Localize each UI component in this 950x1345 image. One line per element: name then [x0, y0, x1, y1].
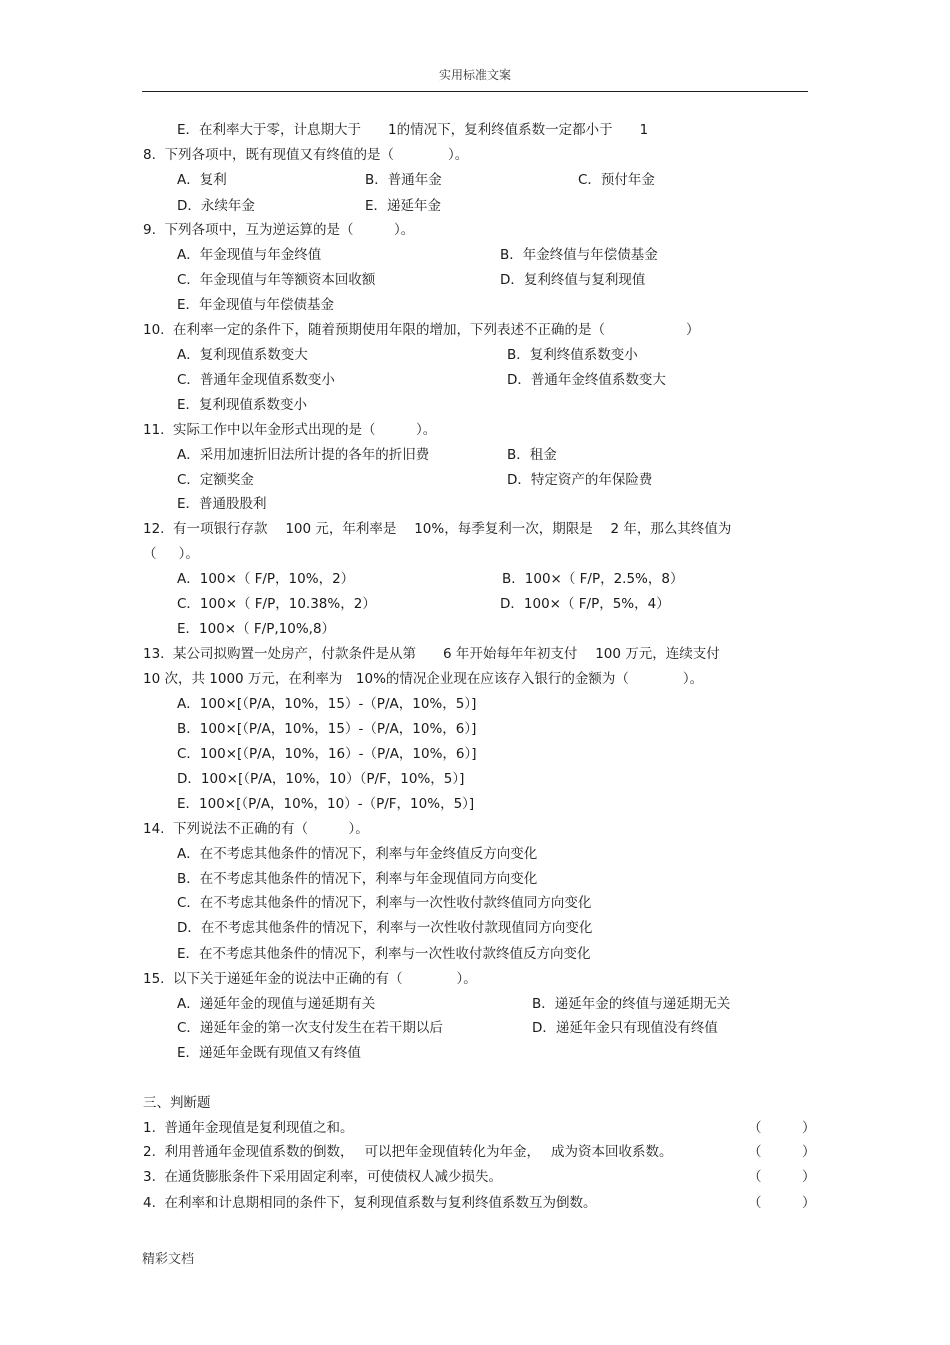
q15-option-d: D．递延年金只有现值没有终值 [532, 1020, 718, 1036]
q14-option-b: B．在不考虑其他条件的情况下，利率与年金现值同方向变化 [177, 871, 538, 887]
q14-option-a: A．在不考虑其他条件的情况下，利率与年金终值反方向变化 [177, 846, 538, 862]
q13-option-b: B．100×[（P/A，10%，15）-（P/A，10%，6）] [177, 721, 477, 737]
q8-option-e: E．递延年金 [365, 198, 442, 214]
q8-stem: 8. 下列各项中，既有现值又有终值的是（ ）。 [143, 147, 469, 163]
q8-option-d: D．永续年金 [177, 198, 255, 214]
q9-stem: 9. 下列各项中，互为逆运算的是（ ）。 [143, 222, 415, 238]
q11-option-e: E．普通股股利 [177, 496, 267, 512]
q10-option-d: D．普通年金终值系数变大 [507, 372, 666, 388]
q13-stem-line2: 10 次，共 1000 万元，在利率为 10%的情况企业现在应该存入银行的金额为（ ）。 [143, 671, 704, 687]
q15-stem: 15. 以下关于递延年金的说法中正确的有（ ）。 [143, 971, 477, 987]
q11-option-c: C．定额奖金 [177, 472, 254, 488]
q9-option-a: A．年金现值与年金终值 [177, 247, 322, 263]
q11-option-a: A．采用加速折旧法所计提的各年的折旧费 [177, 447, 430, 463]
q14-stem: 14. 下列说法不正确的有（ ）。 [143, 821, 369, 837]
q9-option-c: C．年金现值与年等额资本回收额 [177, 272, 376, 288]
q9-option-e: E．年金现值与年偿债基金 [177, 297, 335, 313]
q12-stem-line1: 12. 有一项银行存款 100 元，年利率是 10%，每季复利一次，期限是 2 年，那么其终值为 [143, 521, 732, 537]
page-header: 实用标准文案 [438, 68, 511, 82]
q10-option-c: C．普通年金现值系数变小 [177, 372, 335, 388]
q12-option-d: D．100×（ F/P，5%，4） [500, 596, 670, 612]
q8-option-a: A．复利 [177, 172, 227, 188]
judgement-1: 1. 普通年金现值是复利现值之和。 [143, 1120, 354, 1136]
q13-option-a: A．100×[（P/A，10%，15）-（P/A，10%，5）] [177, 696, 477, 712]
q13-stem-line1: 13. 某公司拟购置一处房产，付款条件是从第 6 年开始每年年初支付 100 万元，连续支付 [143, 646, 720, 662]
page-footer: 精彩文档 [142, 1252, 195, 1267]
q7-option-e: E．在利率大于零，计息期大于 1的情况下，复利终值系数一定都小于 1 [177, 122, 649, 138]
q8-option-c: C．预付年金 [578, 172, 655, 188]
q13-option-e: E．100×[（P/A，10%，10）-（P/F，10%，5）] [177, 796, 475, 812]
q12-option-c: C．100×（ F/P，10.38%，2） [177, 596, 376, 612]
q11-stem: 11. 实际工作中以年金形式出现的是（ ）。 [143, 422, 437, 438]
q11-option-d: D．特定资产的年保险费 [507, 472, 653, 488]
judgement-2: 2. 利用普通年金现值系数的倒数， 可以把年金现值转化为年金， 成为资本回收系数。 [143, 1144, 673, 1160]
q10-option-b: B．复利终值系数变小 [507, 347, 638, 363]
q12-option-b: B．100×（ F/P，2.5%，8） [502, 571, 684, 587]
judgement-4: 4. 在利率和计息期相同的条件下，复利现值系数与复利终值系数互为倒数。 [143, 1195, 597, 1211]
q10-option-e: E．复利现值系数变小 [177, 397, 308, 413]
q8-option-b: B．普通年金 [365, 172, 442, 188]
judgement-3: 3. 在通货膨胀条件下采用固定利率，可使债权人减少损失。 [143, 1169, 502, 1185]
q12-option-a: A．100×（ F/P，10%，2） [177, 571, 355, 587]
q15-option-a: A．递延年金的现值与递延期有关 [177, 996, 376, 1012]
q15-option-b: B．递延年金的终值与递延期无关 [532, 996, 731, 1012]
q12-stem-line2: （ ）。 [143, 546, 199, 562]
judgement-3-answer-blank: （ ） [748, 1169, 816, 1185]
q14-option-c: C．在不考虑其他条件的情况下，利率与一次性收付款终值同方向变化 [177, 895, 592, 911]
judgement-2-answer-blank: （ ） [748, 1144, 816, 1160]
q10-stem: 10. 在利率一定的条件下，随着预期使用年限的增加，下列表述不正确的是（ ） [143, 322, 700, 338]
q15-option-c: C．递延年金的第一次支付发生在若干期以后 [177, 1020, 443, 1036]
q13-option-d: D．100×[（P/A，10%，10）（P/F，10%，5）] [177, 771, 465, 787]
q13-option-c: C．100×[（P/A，10%，16）-（P/A，10%，6）] [177, 746, 477, 762]
section-heading-judgement: 三、判断题 [143, 1095, 211, 1111]
q14-option-e: E．在不考虑其他条件的情况下，利率与一次性收付款终值反方向变化 [177, 946, 591, 962]
judgement-4-answer-blank: （ ） [748, 1195, 816, 1211]
q9-option-b: B．年金终值与年偿债基金 [500, 247, 658, 263]
q11-option-b: B．租金 [507, 447, 557, 463]
judgement-1-answer-blank: （ ） [748, 1120, 816, 1136]
q9-option-d: D．复利终值与复利现值 [500, 272, 646, 288]
q14-option-d: D．在不考虑其他条件的情况下，利率与一次性收付款现值同方向变化 [177, 920, 593, 936]
q12-option-e: E．100×（ F/P,10%,8） [177, 621, 336, 637]
q15-option-e: E．递延年金既有现值又有终值 [177, 1045, 362, 1061]
q10-option-a: A．复利现值系数变大 [177, 347, 308, 363]
